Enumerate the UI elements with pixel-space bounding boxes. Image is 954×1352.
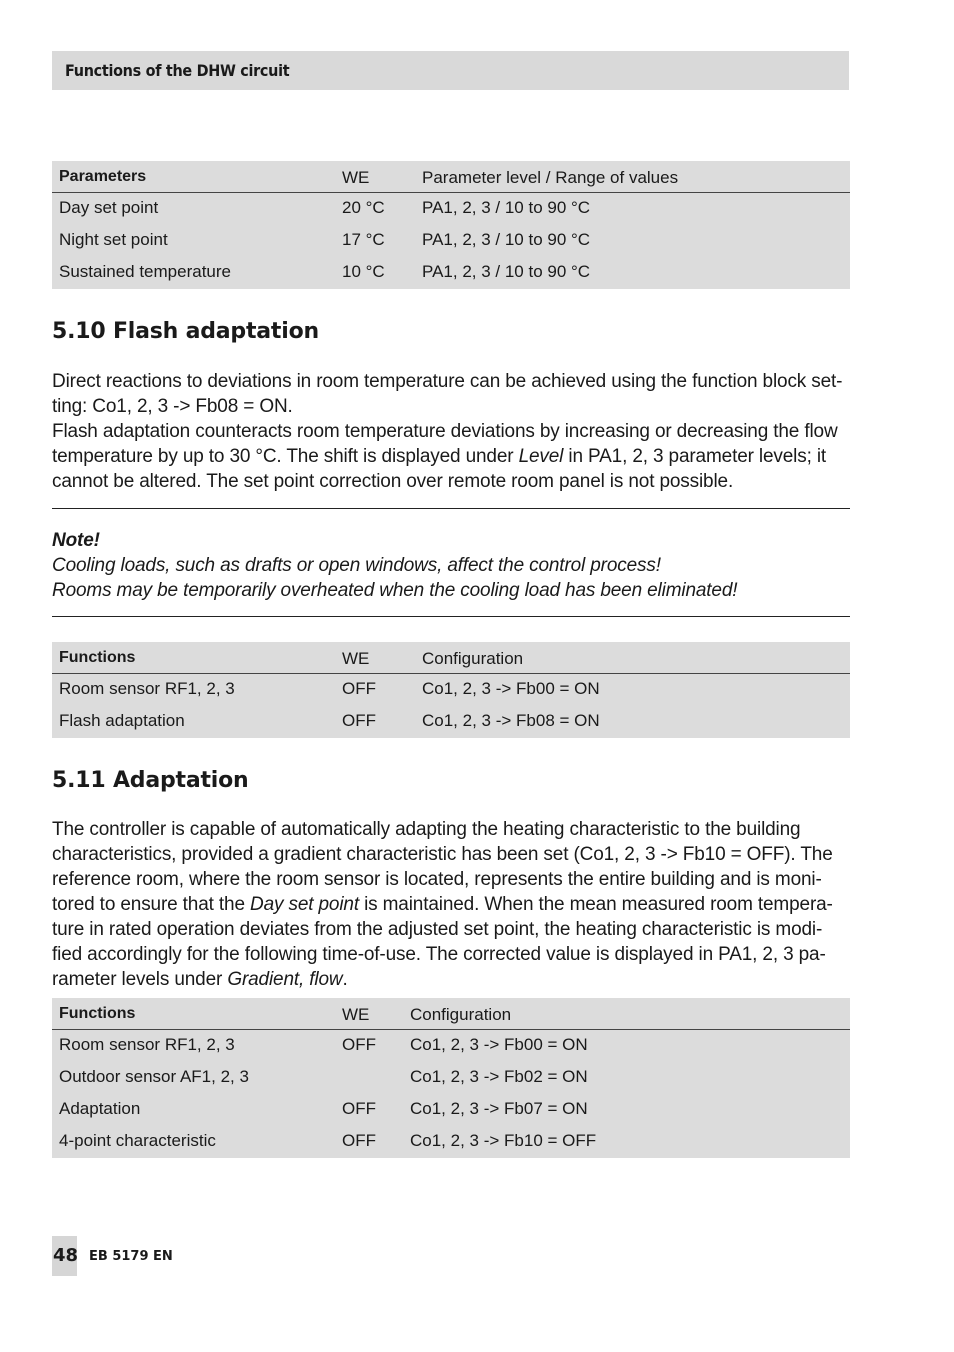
col-header-parameters: Parameters — [59, 168, 147, 185]
cell-we: 20 °C — [342, 198, 385, 217]
table-header-row — [52, 161, 850, 193]
col-header-we: WE — [342, 649, 370, 668]
paragraph-line: fied accordingly for the following time-of-use. The corrected value is displayed in PA1, 2, 3 pa- — [52, 944, 826, 965]
table-row — [52, 225, 850, 257]
text-run: rameter levels under — [52, 969, 228, 990]
paragraph-line: ting: Co1, 2, 3 -> Fb08 = ON. — [52, 396, 293, 417]
paragraph-line: Direct reactions to deviations in room temperature can be achieved using the function block set- — [52, 371, 843, 392]
table-row — [52, 1062, 850, 1094]
cell-parameter: Day set point — [59, 198, 159, 217]
flash-functions-table — [52, 642, 850, 738]
col-header-we: WE — [342, 1005, 370, 1024]
cell-configuration: Co1, 2, 3 -> Fb10 = OFF — [410, 1131, 597, 1150]
table-row — [52, 257, 850, 289]
cell-function: Flash adaptation — [59, 711, 185, 730]
parameters-table — [52, 161, 850, 289]
cell-configuration: Co1, 2, 3 -> Fb02 = ON — [410, 1067, 588, 1086]
cell-we: OFF — [342, 1099, 376, 1118]
paragraph-line: reference room, where the room sensor is located, represents the entire building and is moni- — [52, 869, 822, 890]
cell-function: Outdoor sensor AF1, 2, 3 — [59, 1067, 249, 1086]
table-row — [52, 1094, 850, 1126]
table-header-row — [52, 998, 850, 1030]
cell-we: OFF — [342, 679, 376, 698]
paragraph-line: ture in rated operation deviates from the adjusted set point, the heating characteristic is modi- — [52, 919, 823, 940]
note-line: Rooms may be temporarily overheated when the cooling load has been eliminated! — [52, 580, 738, 601]
cell-range: PA1, 2, 3 / 10 to 90 °C — [422, 198, 591, 217]
section-heading-flash-adaptation: 5.10 Flash adaptation — [52, 319, 319, 344]
page-number-box — [52, 1236, 77, 1276]
cell-function: Room sensor RF1, 2, 3 — [59, 679, 235, 698]
col-header-we: WE — [342, 168, 370, 187]
paragraph-line: characteristics, provided a gradient characteristic has been set (Co1, 2, 3 -> Fb10 = OFF). The — [52, 844, 833, 865]
note-title: Note! — [52, 530, 100, 551]
italic-term-gradient-flow: Gradient, flow — [227, 969, 343, 990]
italic-term-day-set-point: Day set point — [250, 894, 359, 915]
paragraph-line: The controller is capable of automatically adapting the heating characteristic to the building — [52, 819, 801, 840]
cell-we: 17 °C — [342, 230, 385, 249]
cell-function: Room sensor RF1, 2, 3 — [59, 1035, 235, 1054]
section-heading-adaptation: 5.11 Adaptation — [52, 768, 249, 793]
cell-we: OFF — [342, 1035, 376, 1054]
table-row — [52, 706, 850, 738]
header-bar — [52, 51, 849, 90]
text-run: is maintained. When the mean measured room tempera- — [358, 894, 833, 915]
table-row — [52, 1126, 850, 1158]
cell-configuration: Co1, 2, 3 -> Fb00 = ON — [422, 679, 600, 698]
col-header-configuration: Configuration — [410, 1005, 512, 1024]
cell-function: 4-point characteristic — [59, 1131, 216, 1150]
text-run: temperature by up to 30 °C. The shift is displayed under — [52, 446, 519, 467]
adaptation-functions-table — [52, 998, 850, 1158]
col-header-functions: Functions — [59, 649, 136, 666]
note-box — [52, 528, 850, 603]
page-number: 48 — [53, 1245, 79, 1266]
cell-we: 10 °C — [342, 262, 385, 281]
cell-parameter: Sustained temperature — [59, 262, 231, 281]
note-bottom-rule — [52, 616, 850, 617]
cell-configuration: Co1, 2, 3 -> Fb08 = ON — [422, 711, 600, 730]
table-header-row — [52, 642, 850, 674]
italic-term-level: Level — [518, 446, 564, 467]
document-id: EB 5179 EN — [89, 1249, 173, 1264]
col-header-configuration: Configuration — [422, 649, 524, 668]
table-row — [52, 193, 850, 225]
paragraph-line: cannot be altered. The set point correction over remote room panel is not possible. — [52, 471, 734, 492]
col-header-range: Parameter level / Range of values — [422, 168, 679, 187]
paragraph-line — [52, 444, 850, 469]
paragraph-line — [52, 892, 850, 917]
cell-parameter: Night set point — [59, 230, 168, 249]
table-row — [52, 674, 850, 706]
col-header-functions: Functions — [59, 1005, 136, 1022]
note-top-rule — [52, 508, 850, 509]
paragraph-line: Flash adaptation counteracts room temperature deviations by increasing or decreasing the flow — [52, 421, 838, 442]
text-run: . — [342, 969, 348, 990]
note-line: Cooling loads, such as drafts or open windows, affect the control process! — [52, 555, 661, 576]
table-row — [52, 1030, 850, 1062]
cell-we: OFF — [342, 711, 376, 730]
cell-configuration: Co1, 2, 3 -> Fb00 = ON — [410, 1035, 588, 1054]
cell-function: Adaptation — [59, 1099, 141, 1118]
text-run: in PA1, 2, 3 parameter levels; it — [563, 446, 827, 467]
cell-range: PA1, 2, 3 / 10 to 90 °C — [422, 262, 591, 281]
cell-range: PA1, 2, 3 / 10 to 90 °C — [422, 230, 591, 249]
flash-adaptation-paragraph — [52, 369, 850, 494]
text-run: tored to ensure that the — [52, 894, 250, 915]
cell-configuration: Co1, 2, 3 -> Fb07 = ON — [410, 1099, 588, 1118]
paragraph-line — [52, 967, 850, 992]
cell-we: OFF — [342, 1131, 376, 1150]
adaptation-paragraph — [52, 817, 850, 992]
header-title: Functions of the DHW circuit — [65, 61, 290, 80]
